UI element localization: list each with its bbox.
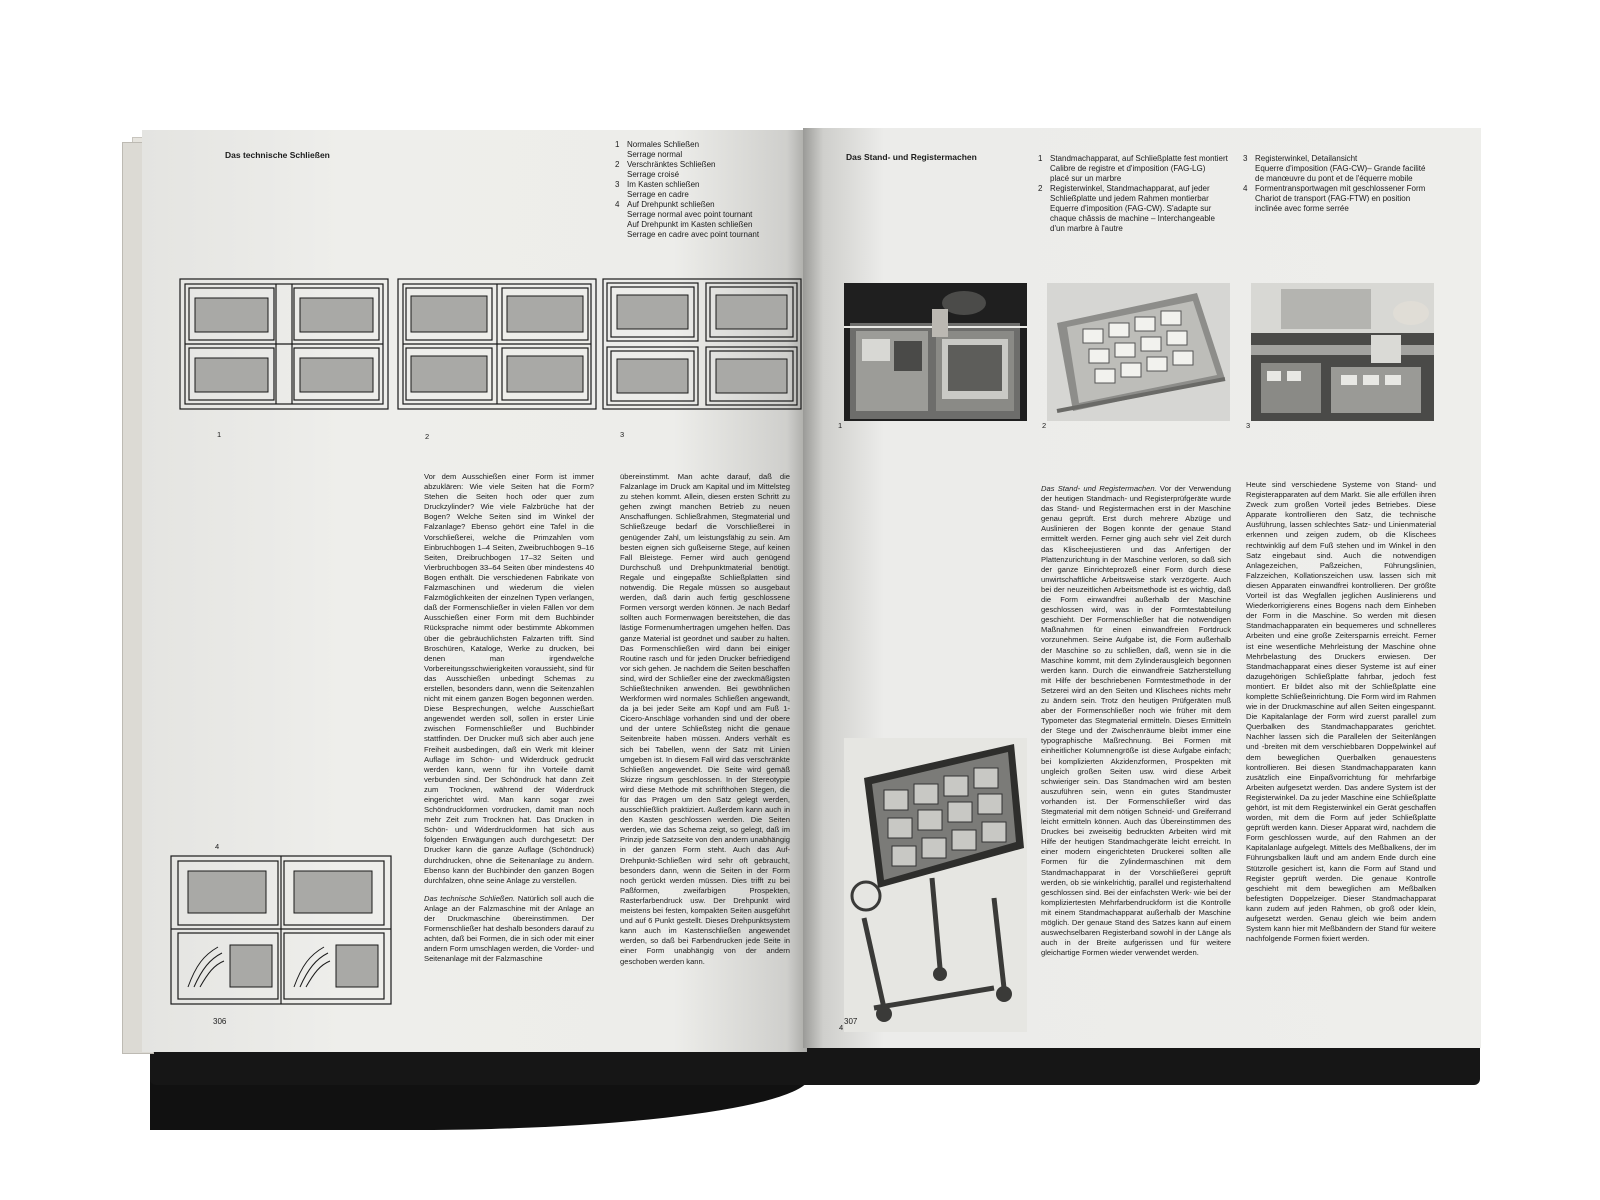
body-column: Das Stand- und Registermachen. Vor der Verwendung der heutigen Standmach- und Registerprüfgeräte wurde das Stand- und Registermachen erst in der Maschine genau geprüft. Erst durch mehrere Abzüge und Auslinieren der Bogen konnte der genaue Stand ermittelt werden. Ferner ging auch sehr viel Zeit durch das Klischeejustieren und das Anfertigen der Plattenzurichtung in der Maschine verloren, so daß sich der ganze Einrichteprozeß einer Form durch diese unwirtschaftliche Arbeitsweise stark verzögerte. Auch bei der neuzeitlichen Arbeitsmethode ist es wichtig, daß die Form einwandfrei außerhalb der Maschine geschlossen wird, was in der Formtestabteilung geschieht. Der Formenschließer hat die notwendigen Maßnahmen für einen einwandfreien Fortdruck vorzunehmen. Seine Aufgabe ist, die Form außerhalb der Maschine so zu schließen, daß, wenn sie in die Maschine kommt, mit dem Zylinderausgleich begonnen werden kann. Durch die einwandfreie Satzherstellung mit Hilfe der beschriebenen Formtestmethode in der Setzerei wird an den Seiten und Klischees nichts mehr zu ändern sein. Trotz den heutigen Prüfgeräten muß aber der Formenschließer noch wie früher mit dem Typometer das Stegmaterial ermitteln. Dieses Ermitteln der Stege und der Zwischenräume bleibt immer eine typographische Maßrechnung. Bei Formen mit einheitlicher Kolumnengröße ist diese Aufgabe einfach; bei komplizierten Akzidenzformen, Prospekten mit ungleich großen Seiten usw. wird diese Arbeit schwieriger sein. Das Standmachen wird am besten auszuführen sein, wenn ein gutes Standmuster vorhanden ist. Der Formenschließer wird das Stegmaterial mit dem nötigen Schneid- und Greiferrand leicht ermitteln können. Auch das Übereinstimmen des Druckes bei zweiseitig bedruckten Arbeiten wird mit Hilfe der heutigen Standmachgeräte leicht erreicht. In einer modern eingerichteten Druckerei sollten alle Formen für die Zylindermaschinen mit dem Standmachapparat in der Vorschließerei geprüft werden, ob sie winkelrichtig, parallel und registerhaltend geschlossen sind. Bei der einfachsten Werk- wie bei der kompliziertesten Mehrfarbendruckform ist die Kontrolle mit einem Standmachapparat außerhalb der Maschine möglich. Der genaue Stand des Satzes kann auf einem auswechselbaren Registerband sowohl in der Länge als auch in der Breite aufgerissen und für weitere gleichartige Formen wieder verwendet werden. [1041,484,1231,958]
caption-3: 3 Registerwinkel, Detailansicht Equerre d'imposition (FAG-CW)– Grande facilité de manœuvre du pont et de l'équerre mobile [1243,154,1426,183]
figure-captions [1243,154,1425,214]
figure-label: 1 [217,430,222,439]
body-column: übereinstimmt. Man achte darauf, daß die Falzanlage im Druck am Kapital und im Mittelsteg zu stehen kommt. Allein, diesen ersten Schritt zu gehen zwingt manchen Betrieb zu neuen Anschaffungen. Schließrahmen, Stegmaterial und Schließzeuge bedarf die Vorschließerei in genügender Zahl, um leistungsfähig zu sein. Am besten eignen sich gußeiserne Stege, auf keinen Fall Bleistege. Ferner wird auch genügend Durchschuß und Drehpunktmaterial benötigt. Regale und eingepaßte Schließplatten sind notwendig. Die Regale müssen so ausgebaut werden, daß darin auch fertig geschlossene Formen versorgt werden können. Je nach Bedarf sollten auch Formenwagen bereitstehen, die das lästige Formenumhertragen umgehen helfen. Das ganze Material ist geordnet und sauber zu halten. Das Formenschließen wird dann bei einiger Routine rasch und für jeden Drucker befriedigend vor sich gehen. Je nachdem die Seiten beschaffen sind, wird der Schließer eine der zweckmäßigsten Schließtechniken anwenden. Bei gewöhnlichen Werkformen wird normales Schließen angewandt, da ja bei jeder Seite am Kopf und am Fuß 1-Cicero-Anschläge vorhanden sind und der obere und der untere Schließsteg nicht die genaue Seitenbreite haben müssen. Anders verhält es sich bei Tabellen, wenn der Satz mit Linien umgeben ist. In diesem Fall wird das verschränkte Schließen angewendet. Die Seite wird gemäß Skizze ringsum geschlossen. In der Stereotypie wird diese Methode mit schrifthohen Stegen, die für das Prägen um den Satz gelegt werden, ausschließlich praktiziert. Außerdem kann auch in den Kasten geschlossen werden. Die Seiten werden, wie das Schema zeigt, so gelegt, daß im Prinzip jede Satzseite von den andern unabhängig in der ganzen Form steht. Auch das Auf-Drehpunkt-Schließen wird sehr oft gebraucht, besonders dann, wenn die Seiten in der Form noch gerückt werden müssen. Dies trifft zu bei Paßformen, zweifarbigen Prospekten, Rasterfarbendruck usw. Der Drehpunkt wird meistens bei festen, kompakten Seiten ausgeführt und auf 6 Punkt gestellt. Dieses Drehpunktsystem kann auch im Kastenschließen angewendet werden, so daß bei Farbendrucken jede Seite in einer Form unabhängig von der andern geschoben werden kann. [620,472,790,966]
caption-3: 3 Im Kasten schließen Serrage en cadre [615,180,700,199]
figure-label: 1 [838,421,843,430]
caption-1: 1 Standmachapparat, auf Schließplatte fest montiert Calibre de registre et d'imposition (FAG-LG) placé sur un marbre [1038,154,1228,183]
page-title: Das Stand- und Registermachen [846,152,977,162]
caption-1: 1 Normales Schließen Serrage normal [615,140,700,159]
lockup-diagram-normal [179,278,389,410]
figure-captions [1038,154,1228,234]
caption-2: 2 Verschränktes Schließen Serrage croisé [615,160,716,179]
figure-label: 3 [620,430,625,439]
caption-4: 4 Formentransportwagen mit geschlossener Form Chariot de transport (FAG-FTW) en position inclinée avec forme serrée [1243,184,1426,213]
right-page [803,128,1481,1048]
figure-label: 3 [1246,421,1251,430]
body-column: Vor dem Ausschießen einer Form ist immer abzuklären: Wie viele Seiten hat die Form? Stehen die Seiten hoch oder quer zum Druckzylinder? Wie viele Falzbrüche hat der Bogen? Welche Seiten sind im Winkel der Falzanlage? Ebenso gehört eine Tafel in die Vorschließerei, welche die Primzahlen vom Einbruchbogen 1–4 Seiten, Zweibruchbogen 9–16 Seiten, Dreibruchbogen 17–32 Seiten und Vierbruchbogen 33–64 Seiten über mindestens 40 Bogen enthält. Die verschiedenen Fabrikate von Falzmaschinen und wiederum die vielen Falzmöglichkeiten der einzelnen Typen verlangen, daß der Formenschließer in vielen Fällen vor dem Ausschießen einer Form mit dem Buchbinder Rücksprache nimmt oder bestimmte Abkommen über die gebräuchlichsten Falzarten trifft. Sind Broschüren, Kataloge, Werke zu drucken, bei denen man irgendwelche Vorbereitungsschwierigkeiten voraussieht, sind für das Ausschießen unbedingt Schemas zu erstellen, besonders dann, wenn die Seitenzahlen nicht mit einem ganzen Bogen begonnen werden. Diese Besprechungen, welche Ausschießart angewendet werden soll, sollen in erster Linie zwischen Formenschließer und Buchbinder stattfinden. Der Drucker muß sich aber auch jene Freiheit ausbedingen, daß ein Werk mit kleiner Auflage im Schön- und Widerdruck gedruckt werden kann, wenn für ihn Vorteile damit verbunden sind. Der Schöndruck hat dann Zeit zum Trocknen, während der Widerdruck eingerichtet wird. Man kann sogar zwei Schöndruckformen vordrucken, damit man noch mehr Zeit zum Trocknen hat. Das Drucken in Schön- und Widerdruckformen hat sich aus folgenden Erwägungen auch durchgesetzt: Der Drucker kann die ganze Auflage (Schöndruck) durchdrucken, ohne die Seitenanlage zu ändern. Ebenso kann der Buchbinder den ganzen Bogen durchfalzen, ohne seine Anlage zu verstellen. Das technische Schließen. Natürlich soll auch die Anlage an der Falzmaschine mit der Anlage an der Druckmaschine übereinstimmen. Der Formenschließer hat deshalb besonders darauf zu achten, daß bei Formen, die in sich oder mit einer andern Form umschlagen werden, die Vorder- und Seitenanlage mit der Falzmaschine [424,472,594,964]
lockup-diagram-pivot [170,855,392,1005]
page-title: Das technische Schließen [225,150,330,160]
caption-4: 4 Auf Drehpunkt schließen Serrage normal avec point tournant Auf Drehpunkt im Kasten schließen Serrage en cadre avec point tournant [615,200,760,239]
photo-form-transport-cart [844,738,1027,1032]
photo-register-square-detail [1251,283,1434,421]
page-number: 307 [844,1017,858,1026]
page-number: 306 [213,1017,227,1026]
photo-registration-apparatus [844,283,1027,421]
caption-2: 2 Registerwinkel, Standmachapparat, auf jeder Schließplatte und jedem Rahmen montierbar Equerre d'imposition (FAG-CW). S'adapte sur chaque châssis de machine – Interchangeable d'un marbre à l'autre [1038,184,1215,233]
photo-register-square [1047,283,1230,421]
body-column: Heute sind verschiedene Systeme von Stand- und Registerapparaten auf dem Markt. Sie alle erfüllen ihren Zweck zum großen Vorteil jedes Betriebes. Diese Apparate kontrollieren den Satz, die technische Ausführung, lassen schlechtes Satz- und Linienmaterial erkennen und zeigen zudem, ob die Klischees rechtwinklig auf dem Fuß stehen und im Winkel in den Satz eingebaut sind. Auch die notwendigen Anlagezeichen, Paßzeichen, Führungslinien, Falzzeichen, Kollationszeichen usw. lassen sich mit diesen Apparaten einwandfrei kontrollieren. Der größte Vorteil ist das Wegfallen jeglichen Auslinierens und Wiederkorrigierens eines Bogens nach dem Einheben der Form in die Maschine. So werden mit diesen Standmachapparaten ein bequemeres und schnelleres Arbeiten und eine große Zeitersparnis erreicht. Ferner ist eine wesentliche Mehrleistung der Maschine ohne Mehrbelastung des Druckers erwiesen. Der Standmachapparat eines dieser Systeme ist auf einer dazugehörigen Schließplatte fahrbar, jedoch fest montiert. Er bildet also mit der Schließplatte eine komplette Schließeinrichtung. Die Form wird im Rahmen wie in der Druckmaschine auf allen Seiten eingespannt. Die Kapitalanlage der Form wird zuerst parallel zum Querbalken des Standmachapparates gerichtet. Nachher lassen sich die Parallelen der Seitenlängen und -breiten mit dem verschiebbaren Doppelwinkel auf dem beweglichen Querbalken genauestens kontrollieren. Bei diesen Standmachapparaten kann zusätzlich eine Einpaßvorrichtung für mehrfarbige Arbeiten aufgesetzt werden. Das andere System ist der Registerwinkel. Da zu jeder Maschine eine Schließplatte gehört, ist mit dem Registerwinkel ein Gerät geschaffen worden, mit dem die Form auf jeder Schließplatte geprüft werden kann. Dieser Apparat wird, nachdem die Form geschlossen wurde, auf den Rahmen an der Kapitalanlage aufgelegt. Mittels des Meßbalkens, der im Führungsbalken läuft und am andern Ende durch eine Stützrolle gesichert ist, kann die Form auf Stand und Register geprüft werden. Die genaue Kontrolle geschieht mit dem beweglichen am Meßbalken befestigten Doppelzeiger. Dieser Standmachapparat kann zudem auf jeden Rahmen, ob groß oder klein, aufgesetzt werden. Genau gleich wie beim andern System kann hier mit Meßbändern der Stand für weitere nachfolgende Formen fixiert werden. [1246,480,1436,944]
left-page [142,130,807,1052]
figure-label: 2 [425,432,430,441]
figure-captions [615,140,759,240]
lockup-diagram-crossed [397,278,597,410]
figure-label: 4 [839,1023,844,1032]
lockup-diagram-chase [602,278,802,410]
figure-label: 2 [1042,421,1047,430]
figure-label: 4 [215,842,220,851]
